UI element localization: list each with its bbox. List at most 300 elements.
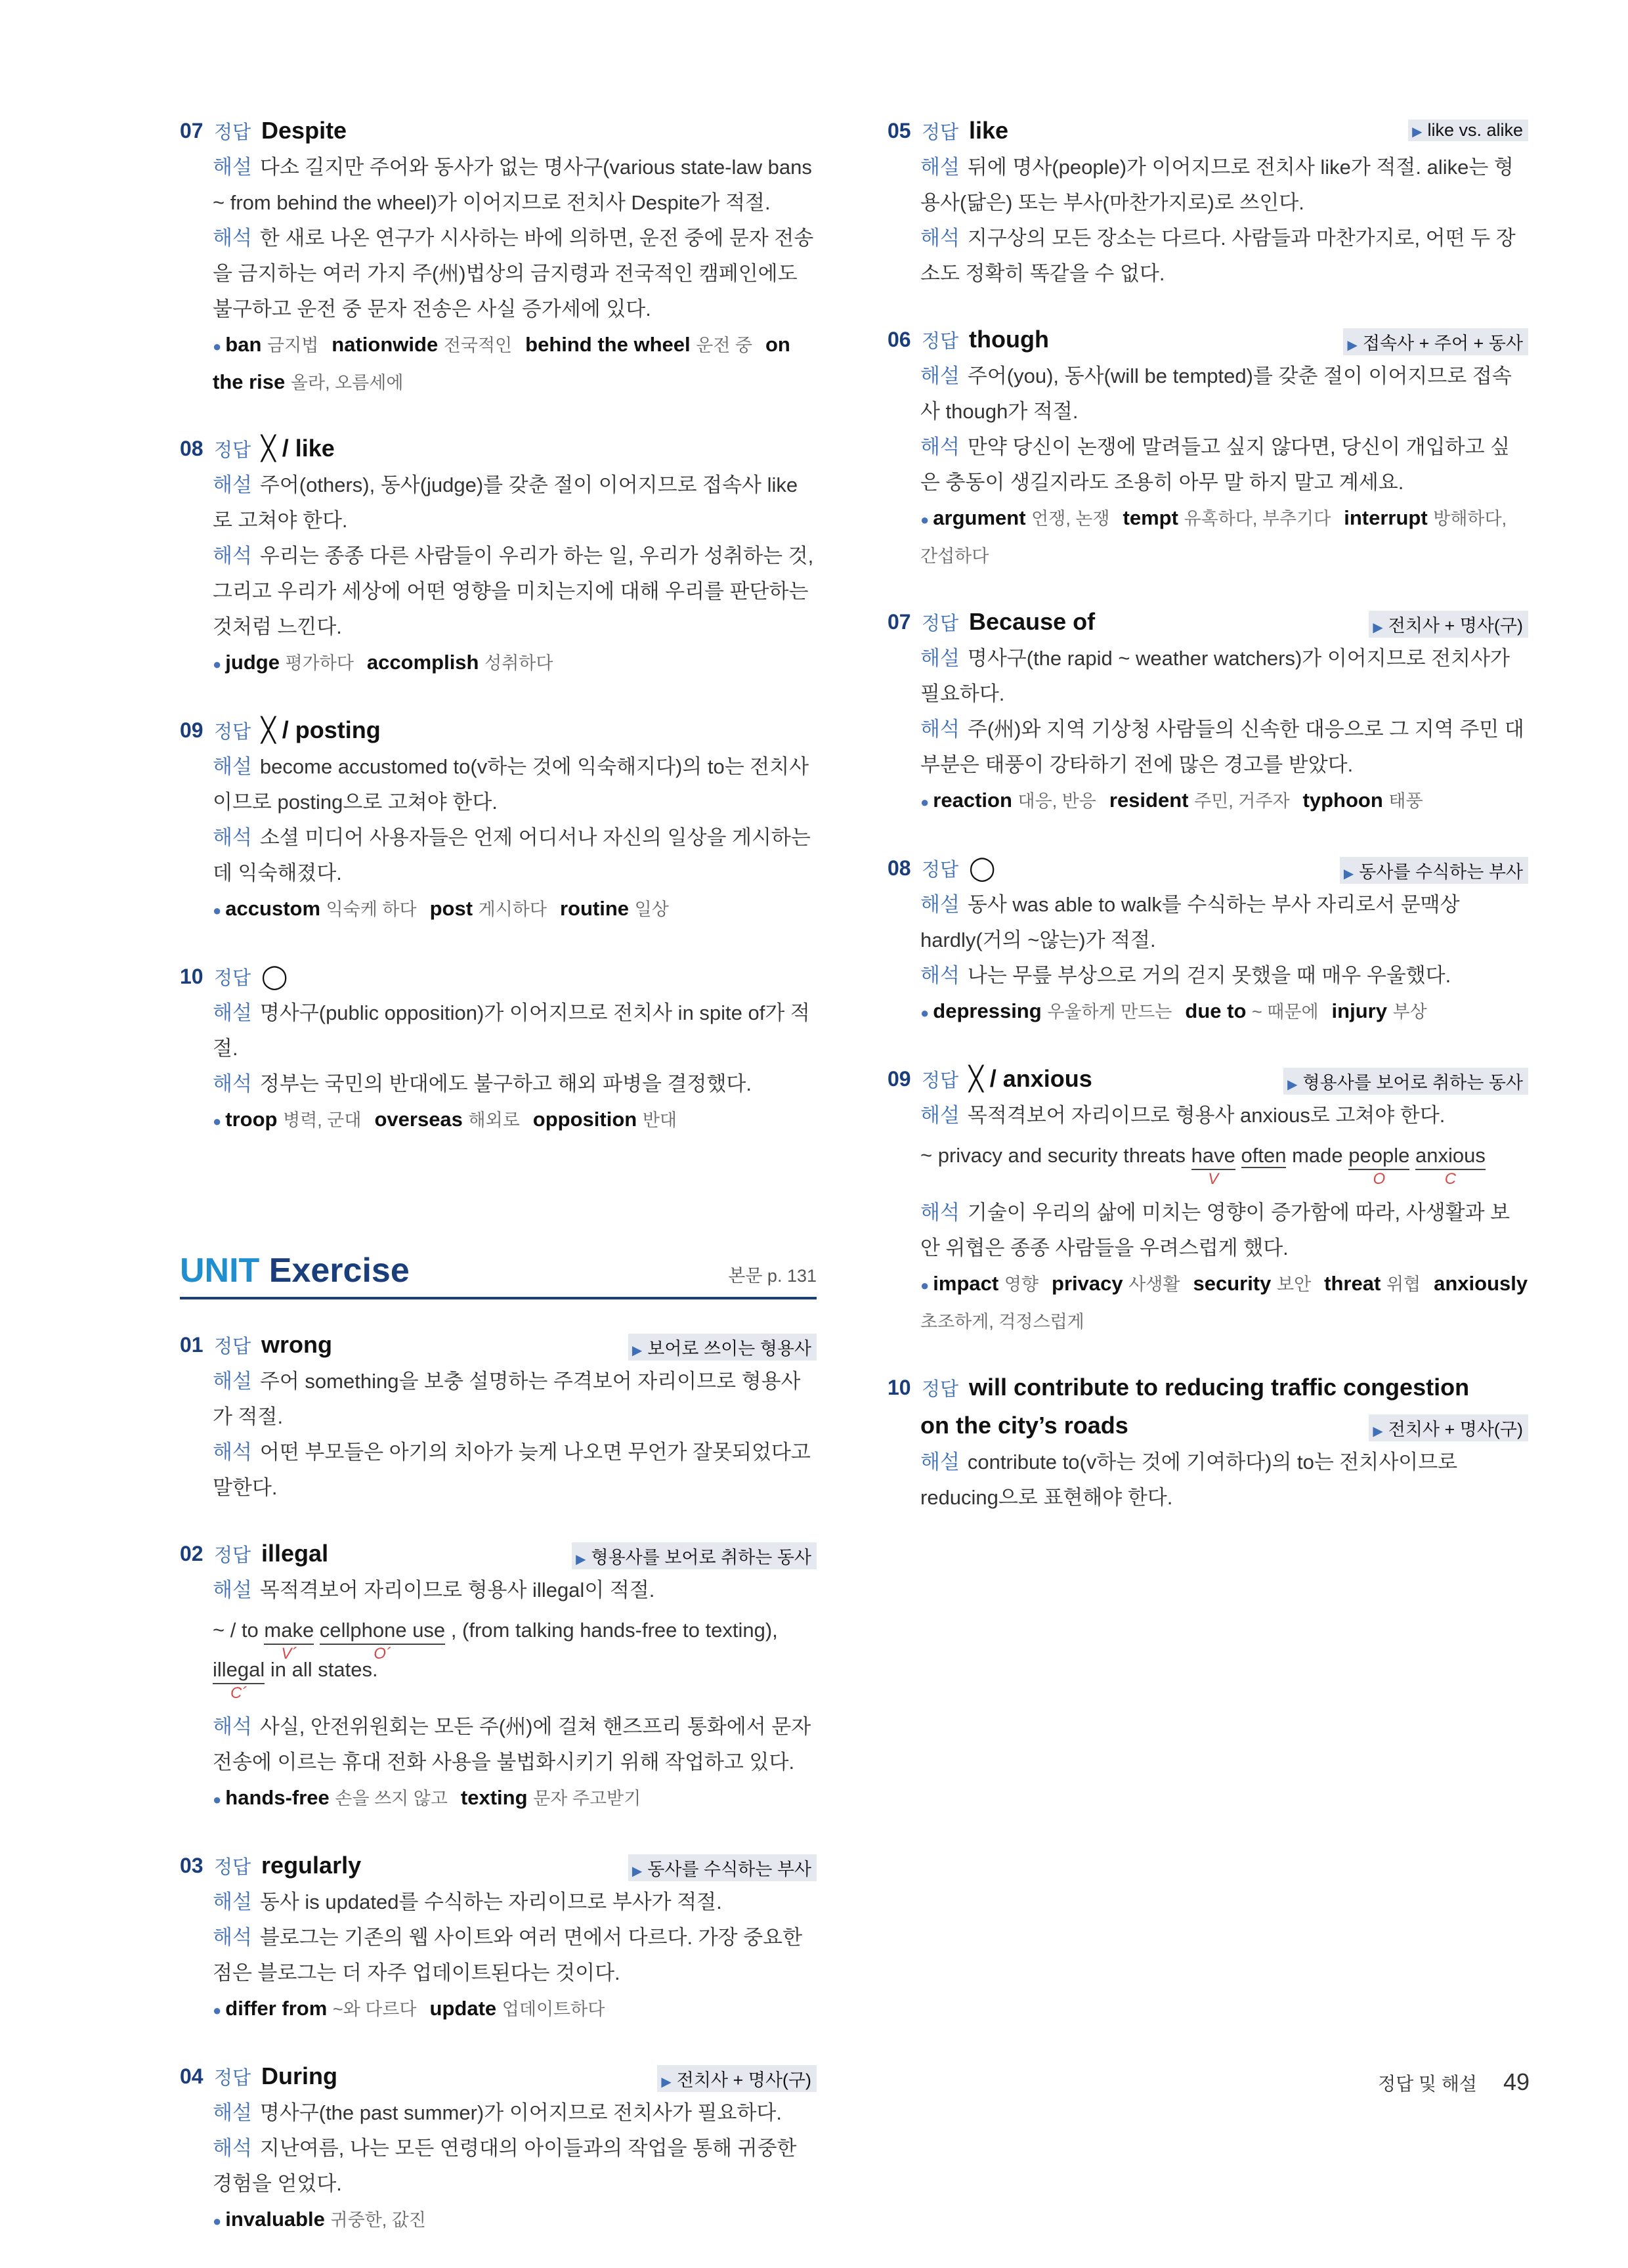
grammar-tag: [1283, 1068, 1528, 1095]
bullet-icon: ●: [213, 2002, 222, 2018]
vocab-word: privacy: [1052, 1272, 1123, 1295]
page-number: 49: [1503, 2068, 1530, 2095]
answer-item: [180, 1326, 817, 1506]
answer-label: 정답: [214, 439, 251, 461]
translation-label: 해석: [213, 544, 252, 567]
vocab-word: texting: [460, 1786, 528, 1809]
explanation-para: [213, 1573, 817, 1608]
answer-text: ╳ / posting: [261, 716, 381, 743]
answer-item: [180, 112, 817, 401]
sentence-part: have: [1191, 1144, 1235, 1167]
explanation-label: 해설: [920, 1450, 960, 1473]
answer-label: 정답: [922, 1378, 959, 1400]
vocab-word: overseas: [374, 1108, 463, 1131]
explanation-para: [920, 1098, 1528, 1133]
translation-label: 해석: [920, 718, 960, 741]
vocab-list: [213, 1102, 817, 1139]
translation-text: 우리는 종종 다른 사람들이 우리가 하는 일, 우리가 성취하는 것, 그리고 우리가 세상에 어떤 영향을 미치는지에 대해 우리를 판단하는 것처럼 느낀다.: [213, 544, 814, 638]
grammar-tag: [1369, 611, 1528, 638]
answer-text: Despite: [261, 117, 347, 144]
explanation-body: [180, 468, 817, 682]
vocab-word: differ from: [225, 1997, 328, 2020]
bullet-icon: ●: [213, 1791, 222, 1808]
answer-item: [180, 1846, 817, 2028]
vocab-word: depressing: [933, 999, 1042, 1022]
explanation-body: [180, 1364, 817, 1506]
translation-para: [213, 1920, 817, 1991]
grammar-mark: C´: [230, 1684, 247, 1702]
vocab-list: [920, 993, 1528, 1031]
grammar-mark: V: [1208, 1170, 1219, 1188]
answer-label: 정답: [922, 859, 959, 881]
explanation-body: [180, 150, 817, 401]
translation-para: [213, 2131, 817, 2202]
answer-label: 정답: [214, 1336, 251, 1357]
vocab-list: [213, 1780, 817, 1818]
grammar-tag: [572, 1542, 817, 1569]
answer-label: 정답: [214, 721, 251, 743]
translation-label: 해석: [920, 227, 960, 250]
item-number: 09: [888, 1066, 911, 1091]
vocab-word: nationwide: [332, 333, 439, 356]
left-column: [180, 112, 817, 2268]
explanation-label: 해설: [213, 755, 252, 778]
answer-label: 정답: [214, 1856, 251, 1878]
vocab-meaning: 주민, 거주자: [1194, 791, 1290, 811]
sentence-part: anxious: [1415, 1144, 1486, 1167]
vocab-word: typhoon: [1302, 789, 1383, 812]
underlined-word: [1348, 1143, 1410, 1188]
explanation-para: [213, 468, 817, 538]
explanation-text: 동사 was able to walk를 수식하는 부사 자리로서 문맥상 hardly(거의 ~않는)가 적절.: [920, 893, 1460, 951]
vocab-word: tempt: [1123, 506, 1178, 529]
answer-header: [888, 849, 1528, 887]
vocab-word: ban: [225, 333, 262, 356]
sentence-annotated: [920, 1136, 1528, 1188]
translation-label: 해석: [213, 2137, 252, 2160]
triangle-icon: ▶: [576, 1552, 586, 1567]
answer-label: 정답: [214, 121, 251, 143]
grammar-tag-text: 동사를 수식하는 부사: [647, 1860, 811, 1879]
explanation-label: 해설: [213, 1001, 252, 1024]
vocab-list: [213, 327, 817, 401]
answer-item: [180, 2057, 817, 2239]
explanation-body: [888, 1445, 1528, 1516]
vocab-word: hands-free: [225, 1786, 330, 1809]
vocab-word: impact: [933, 1272, 999, 1295]
vocab-word: threat: [1324, 1272, 1381, 1295]
grammar-tag: [1340, 857, 1528, 884]
explanation-para: [920, 359, 1528, 429]
translation-text: 사실, 안전위원회는 모든 주(州)에 걸쳐 핸즈프리 통화에서 문자 전송에 이르는 휴대 전화 사용을 불법화시키기 위해 작업하고 있다.: [213, 1715, 811, 1774]
item-number: 08: [888, 856, 911, 880]
item-number: 07: [888, 609, 911, 634]
vocab-list: [213, 1991, 817, 2028]
sentence-part: people: [1348, 1144, 1410, 1167]
translation-label: 해석: [920, 435, 960, 458]
unit-header: [180, 1238, 817, 1299]
explanation-text: 주어(you), 동사(will be tempted)를 갖춘 절이 이어지므로 접속사 though가 적절.: [920, 364, 1512, 423]
vocab-meaning: ~ 때문에: [1252, 1002, 1319, 1022]
vocab-list: [213, 645, 817, 682]
translation-para: [920, 712, 1528, 783]
triangle-icon: ▶: [1287, 1078, 1298, 1092]
bullet-icon: ●: [920, 794, 930, 810]
answer-label: 정답: [922, 1070, 959, 1091]
translation-para: [213, 1066, 817, 1102]
answer-label: 정답: [922, 613, 959, 634]
answer-text: ╳ / like: [261, 435, 335, 462]
underlined-word: [1191, 1143, 1235, 1188]
grammar-tag: [628, 1854, 817, 1881]
answer-header: [180, 1846, 817, 1885]
explanation-body: [180, 1885, 817, 2028]
bullet-icon: ●: [213, 656, 222, 672]
translation-text: 블로그는 기존의 웹 사이트와 여러 면에서 다르다. 가장 중요한 점은 블로그는 더 자주 업데이트된다는 것이다.: [213, 1926, 803, 1984]
vocab-meaning: 일상: [634, 900, 669, 919]
vocab-word: troop: [225, 1108, 278, 1131]
bullet-icon: ●: [920, 1277, 930, 1294]
vocab-meaning: 방해하다, 간섭하다: [920, 509, 1507, 566]
explanation-text: 명사구(public opposition)가 이어지므로 전치사 in spite of가 적절.: [213, 1001, 810, 1060]
vocab-meaning: 문자 주고받기: [533, 1789, 641, 1808]
item-number: 09: [180, 718, 204, 742]
translation-para: [213, 221, 817, 327]
grammar-tag: [1343, 328, 1528, 355]
translation-label: 해석: [920, 1201, 960, 1224]
explanation-body: [888, 150, 1528, 292]
item-number: 04: [180, 2064, 204, 2088]
answer-text: Because of: [969, 608, 1096, 635]
explanation-body: [180, 2095, 817, 2239]
answer-text: ╳ / anxious: [969, 1065, 1092, 1092]
answer-header: [180, 429, 817, 468]
item-number: 03: [180, 1853, 204, 1877]
vocab-word: accustom: [225, 897, 321, 920]
answer-header: [888, 112, 1528, 150]
explanation-body: [888, 359, 1528, 574]
answer-text: ◯: [969, 854, 996, 881]
explanation-para: [920, 641, 1528, 712]
sentence-part: in all states.: [270, 1658, 378, 1681]
explanation-text: 목적격보어 자리이므로 형용사 illegal이 적절.: [259, 1579, 655, 1602]
vocab-meaning: 대응, 반응: [1018, 791, 1096, 811]
translation-label: 해석: [213, 1441, 252, 1464]
translation-label: 해석: [213, 826, 252, 849]
bullet-icon: ●: [213, 902, 222, 919]
vocab-meaning: 보안: [1277, 1275, 1312, 1294]
vocab-word: argument: [933, 506, 1026, 529]
vocab-word: anxiously: [1434, 1272, 1528, 1295]
vocab-meaning: 영향: [1004, 1275, 1039, 1294]
vocab-meaning: 해외로: [468, 1110, 520, 1130]
right-column: [888, 112, 1528, 1544]
vocab-word: on the rise: [213, 333, 790, 393]
explanation-para: [920, 150, 1528, 221]
vocab-word: behind the wheel: [525, 333, 691, 356]
vocab-meaning: 병력, 군대: [283, 1110, 362, 1130]
answer-header: [888, 603, 1528, 641]
explanation-label: 해설: [213, 1890, 252, 1913]
vocab-meaning: 게시하다: [478, 900, 547, 919]
bullet-icon: ●: [920, 1005, 930, 1021]
triangle-icon: ▶: [1373, 621, 1383, 635]
answer-header: [180, 2057, 817, 2095]
explanation-para: [213, 995, 817, 1066]
translation-label: 해석: [213, 1715, 252, 1738]
vocab-word: invaluable: [225, 2208, 325, 2231]
vocab-meaning: 올라, 오름세에: [290, 373, 404, 393]
translation-text: 어떤 부모들은 아기의 치아가 늦게 나오면 무언가 잘못되었다고 말한다.: [213, 1441, 811, 1499]
grammar-mark: V´: [281, 1645, 297, 1663]
item-number: 02: [180, 1541, 204, 1565]
translation-text: 소셜 미디어 사용자들은 언제 어디서나 자신의 일상을 게시하는 데 익숙해졌다.: [213, 826, 811, 884]
translation-para: [920, 1195, 1528, 1266]
explanation-para: [213, 2095, 817, 2131]
item-number: 05: [888, 118, 911, 142]
translation-label: 해석: [920, 964, 960, 987]
grammar-mark: O´: [374, 1645, 391, 1663]
vocab-meaning: 귀중한, 값진: [330, 2210, 426, 2230]
translation-para: [920, 958, 1528, 993]
translation-text: 정부는 국민의 반대에도 불구하고 해외 파병을 결정했다.: [259, 1072, 752, 1095]
answer-text: though: [969, 326, 1049, 353]
vocab-word: injury: [1331, 999, 1387, 1022]
grammar-tag-text: 전치사 + 명사(구): [1388, 616, 1523, 636]
answer-item: [180, 957, 817, 1139]
grammar-tag-text: 전치사 + 명사(구): [676, 2070, 811, 2090]
triangle-icon: ▶: [1373, 1424, 1383, 1439]
answer-item: [180, 711, 817, 928]
explanation-label: 해설: [920, 156, 960, 179]
vocab-list: [920, 1266, 1528, 1340]
answer-header: [888, 320, 1528, 359]
item-number: 08: [180, 436, 204, 460]
translation-para: [920, 429, 1528, 500]
bullet-icon: ●: [213, 1113, 222, 1129]
answer-label: 정답: [922, 121, 959, 143]
explanation-label: 해설: [213, 1370, 252, 1393]
vocab-meaning: 익숙케 하다: [326, 900, 417, 919]
answer-header: [180, 1535, 817, 1573]
page-reference: 본문 p. 131: [728, 1266, 817, 1286]
vocab-meaning: 반대: [642, 1110, 677, 1130]
grammar-tag: [657, 2065, 817, 2092]
sentence-annotated: [213, 1611, 817, 1702]
answer-header: [180, 1326, 817, 1364]
explanation-text: become accustomed to(v하는 것에 익숙해지다)의 to는 전치사이므로 posting으로 고쳐야 한다.: [213, 755, 809, 814]
vocab-meaning: 위협: [1386, 1275, 1421, 1294]
translation-text: 나는 무릎 부상으로 거의 걷지 못했을 때 매우 우울했다.: [967, 964, 1451, 987]
translation-text: 주(州)와 지역 기상청 사람들의 신속한 대응으로 그 지역 주민 대부분은 태풍이 강타하기 전에 많은 경고를 받았다.: [920, 718, 1524, 776]
item-number: 01: [180, 1332, 204, 1357]
vocab-list: [213, 891, 817, 928]
item-number: 07: [180, 118, 204, 142]
vocab-meaning: 언쟁, 논쟁: [1031, 509, 1110, 529]
unit-title: [180, 1251, 410, 1290]
answer-header: [180, 711, 817, 749]
bullet-icon: ●: [213, 338, 222, 355]
answer-item: [180, 429, 817, 682]
explanation-para: [213, 1364, 817, 1435]
answer-item: [888, 849, 1528, 1031]
vocab-meaning: 부상: [1392, 1002, 1427, 1022]
answer-text: illegal: [261, 1540, 329, 1567]
answer-item: [888, 1368, 1528, 1516]
item-number: 10: [888, 1375, 911, 1399]
vocab-word: accomplish: [366, 651, 479, 674]
vocab-meaning: ~와 다르다: [332, 1999, 417, 2019]
triangle-icon: ▶: [632, 1864, 643, 1879]
translation-para: [213, 820, 817, 891]
translation-label: 해석: [213, 1926, 252, 1949]
vocab-list: [920, 783, 1528, 820]
explanation-body: [180, 995, 817, 1139]
translation-para: [213, 1435, 817, 1506]
vocab-meaning: 초조하게, 걱정스럽게: [920, 1312, 1084, 1332]
translation-label: 해석: [213, 1072, 252, 1095]
answer-item: [888, 320, 1528, 574]
explanation-para: [213, 1885, 817, 1920]
vocab-word: post: [429, 897, 473, 920]
vocab-meaning: 금지법: [267, 336, 319, 355]
vocab-list: [920, 500, 1528, 574]
answer-header: [180, 112, 817, 150]
page-footer: [1378, 2068, 1530, 2096]
grammar-tag: [1369, 1414, 1528, 1441]
vocab-word: opposition: [532, 1108, 637, 1131]
underlined-word: [1415, 1143, 1486, 1188]
answer-item: [180, 1535, 817, 1818]
grammar-tag: [1408, 120, 1528, 141]
answer-label: 정답: [214, 2067, 251, 2089]
explanation-body: [888, 641, 1528, 820]
vocab-word: due to: [1185, 999, 1247, 1022]
grammar-tag-text: 동사를 수식하는 부사: [1359, 862, 1523, 882]
sentence-part: illegal: [213, 1658, 265, 1681]
underlined-word: [264, 1617, 314, 1663]
vocab-list: [213, 2202, 817, 2239]
vocab-meaning: 성취하다: [484, 653, 553, 673]
answer-text: like: [969, 117, 1009, 144]
unit-prefix: UNIT: [180, 1252, 260, 1290]
explanation-body: [180, 1573, 817, 1818]
triangle-icon: ▶: [1347, 338, 1358, 353]
triangle-icon: ▶: [1412, 125, 1423, 139]
answer-header: [180, 957, 817, 995]
answer-header: [888, 1368, 1528, 1407]
explanation-label: 해설: [213, 1579, 252, 1602]
triangle-icon: ▶: [661, 2075, 672, 2089]
sentence-part: , (from talking hands-free to texting),: [450, 1619, 778, 1642]
grammar-tag-text: 형용사를 보어로 취하는 동사: [591, 1548, 811, 1567]
explanation-label: 해설: [920, 364, 960, 387]
vocab-word: interrupt: [1344, 506, 1428, 529]
explanation-para: [920, 887, 1528, 958]
explanation-text: 명사구(the past summer)가 이어지므로 전치사가 필요하다.: [259, 2101, 782, 2124]
answer-text: ◯: [261, 963, 288, 990]
vocab-meaning: 손을 쓰지 않고: [335, 1789, 448, 1808]
vocab-word: resident: [1109, 789, 1189, 812]
triangle-icon: ▶: [1343, 867, 1354, 881]
triangle-icon: ▶: [632, 1343, 643, 1358]
explanation-body: [180, 749, 817, 928]
answer-item: [888, 112, 1528, 292]
grammar-tag-text: 접속사 + 주어 + 동사: [1362, 334, 1523, 353]
sentence-part: cellphone use: [319, 1619, 446, 1642]
vocab-meaning: 태풍: [1388, 791, 1423, 811]
footer-text: 정답 및 해설: [1378, 2074, 1477, 2094]
explanation-label: 해설: [213, 156, 252, 179]
explanation-text: contribute to(v하는 것에 기여하다)의 to는 전치사이므로 reducing으로 표현해야 한다.: [920, 1450, 1458, 1509]
answer-label: 정답: [922, 330, 959, 352]
answer-item: [888, 603, 1528, 820]
explanation-text: 다소 길지만 주어와 동사가 없는 명사구(various state-law bans ~ from behind the wheel)가 이어지므로 전치사 Despite가 적절.: [213, 156, 812, 214]
explanation-text: 주어 something을 보충 설명하는 주격보어 자리이므로 형용사가 적절.: [213, 1370, 801, 1428]
answer-label: 정답: [214, 967, 251, 989]
sentence-part: made: [1292, 1144, 1343, 1167]
translation-para: [213, 1709, 817, 1780]
explanation-body: [888, 887, 1528, 1031]
translation-para: [213, 538, 817, 645]
explanation-text: 동사 is updated를 수식하는 자리이므로 부사가 적절.: [259, 1890, 722, 1913]
grammar-mark: C: [1444, 1170, 1457, 1188]
item-number: 06: [888, 327, 911, 351]
vocab-word: security: [1193, 1272, 1272, 1295]
sentence-part: make: [264, 1619, 314, 1642]
answer-header: [888, 1060, 1528, 1098]
vocab-meaning: 사생활: [1128, 1275, 1180, 1294]
explanation-label: 해설: [920, 1104, 960, 1127]
vocab-meaning: 우울하게 만드는: [1047, 1002, 1172, 1022]
vocab-meaning: 운전 중: [696, 336, 752, 355]
answer-text: During: [261, 2062, 338, 2089]
translation-label: 해석: [213, 227, 252, 250]
explanation-para: [920, 1445, 1528, 1516]
answer-text: will contribute to reducing traffic congestion: [969, 1374, 1470, 1401]
answer-text: wrong: [261, 1331, 333, 1358]
explanation-text: 뒤에 명사(people)가 이어지므로 전치사 like가 적절. alike는 형용사(닮은) 또는 부사(마찬가지로)로 쓰인다.: [920, 156, 1514, 214]
explanation-text: 명사구(the rapid ~ weather watchers)가 이어지므로 전치사가 필요하다.: [920, 647, 1510, 705]
vocab-meaning: 유혹하다, 부추기다: [1184, 509, 1331, 529]
explanation-text: 목적격보어 자리이므로 형용사 anxious로 고쳐야 한다.: [967, 1104, 1446, 1127]
item-number: 10: [180, 964, 204, 988]
explanation-label: 해설: [213, 2101, 252, 2124]
sentence-part: ~ / to: [213, 1619, 259, 1642]
grammar-tag-text: like vs. alike: [1427, 120, 1523, 140]
grammar-tag-text: 전치사 + 명사(구): [1388, 1420, 1523, 1439]
vocab-word: update: [429, 1997, 497, 2020]
translation-text: 만약 당신이 논쟁에 말려들고 싶지 않다면, 당신이 개입하고 싶은 충동이 생길지라도 조용히 아무 말 하지 말고 계세요.: [920, 435, 1510, 494]
explanation-label: 해설: [213, 473, 252, 496]
explanation-label: 해설: [920, 647, 960, 670]
explanation-body: [888, 1098, 1528, 1340]
sentence-part: ~ privacy and security threats: [920, 1144, 1186, 1167]
grammar-mark: O: [1373, 1170, 1386, 1188]
answer-item: [888, 1060, 1528, 1340]
answer-text-cont: on the city’s roads: [920, 1412, 1128, 1439]
explanation-text: 주어(others), 동사(judge)를 갖춘 절이 이어지므로 접속사 like로 고쳐야 한다.: [213, 473, 798, 532]
vocab-word: reaction: [933, 789, 1012, 812]
grammar-tag-text: 형용사를 보어로 취하는 동사: [1302, 1073, 1523, 1093]
translation-text: 한 새로 나온 연구가 시사하는 바에 의하면, 운전 중에 문자 전송을 금지하는 여러 가지 주(州)법상의 금지령과 전국적인 캠페인에도 불구하고 운전 중 문자 전송은 사실 증가세에 있다.: [213, 227, 814, 320]
translation-text: 지난여름, 나는 모든 연령대의 아이들과의 작업을 통해 귀중한 경험을 얻었다.: [213, 2137, 797, 2195]
translation-text: 기술이 우리의 삶에 미치는 영향이 증가함에 따라, 사생활과 보안 위협은 종종 사람들을 우려스럽게 했다.: [920, 1201, 1510, 1259]
answer-text: regularly: [261, 1852, 362, 1879]
grammar-tag: [628, 1334, 817, 1361]
vocab-meaning: 업데이트하다: [502, 1999, 605, 2019]
vocab-word: judge: [225, 651, 280, 674]
